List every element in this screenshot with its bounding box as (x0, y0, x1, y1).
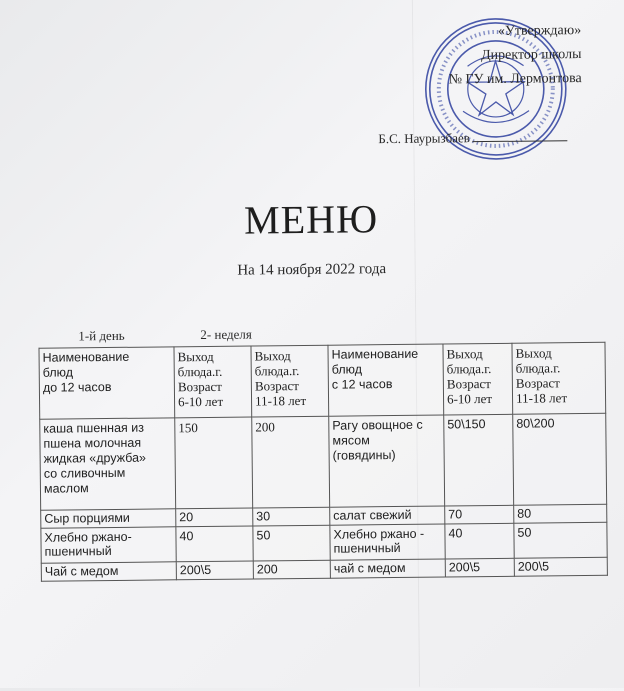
table-cell: Чай с медом (41, 562, 176, 581)
table-cell: 80 (514, 504, 607, 523)
table-cell: 20 (176, 508, 253, 527)
table-cell: 200 (252, 416, 330, 508)
table-cell: 70 (445, 505, 514, 524)
table-cell: каша пшенная из пшена молочная жидкая «дружба» со сливочным маслом (40, 418, 176, 510)
signatory-name: Б.С. Наурызбаев (378, 130, 470, 147)
approval-position: Директор школы (480, 47, 582, 64)
table-cell: 200 (253, 560, 330, 579)
table-header-row (39, 342, 606, 419)
approval-heading: «Утверждаю» (497, 23, 582, 39)
table-cell: 50 (514, 522, 607, 558)
menu-table (38, 342, 607, 582)
table-cell: Рагу овощное с мясом (говядины) (329, 415, 445, 507)
table-cell: 150 (175, 417, 253, 509)
signature-line (378, 129, 567, 147)
header-cell: Выход блюда.г. Возраст 11-18 лет (251, 345, 329, 417)
table-cell: 200\5 (176, 561, 253, 580)
header-cell: Выход блюда.г. Возраст 6-10 лет (443, 343, 513, 415)
day-label: 1-й день (78, 327, 125, 344)
table-cell: 40 (176, 526, 253, 562)
table-cell: 80\200 (513, 413, 607, 505)
menu-date: На 14 ноября 2022 года (237, 261, 387, 279)
table-row (41, 522, 607, 563)
table-cell: чай с медом (330, 559, 445, 578)
table-cell: Сыр порциями (41, 509, 176, 528)
table-cell: 50 (253, 525, 330, 561)
week-label: 2- неделя (200, 326, 252, 343)
signature-rule (472, 140, 567, 142)
header-cell: Выход блюда.г. Возраст 11-18 лет (512, 342, 606, 414)
table-row (40, 413, 607, 510)
table-cell: Хлебно ржано - пшеничный (330, 524, 445, 560)
table-cell: 50\150 (444, 414, 514, 506)
table-cell: 30 (253, 507, 330, 526)
approval-block (448, 19, 582, 92)
table-cell: салат свежий (330, 506, 445, 525)
table-cell: 200\5 (445, 558, 514, 577)
header-cell: Выход блюда.г. Возраст 6-10 лет (174, 346, 252, 418)
approval-school: № ГУ им. Лермонтова (448, 71, 582, 88)
table-cell: 40 (445, 523, 514, 559)
table-cell: 200\5 (514, 557, 607, 576)
header-cell: Наименование блюд до 12 часов (39, 347, 175, 419)
page-title: МЕНЮ (243, 196, 379, 243)
table-cell: Хлебно ржано- пшеничный (41, 527, 176, 563)
header-cell: Наименование блюд с 12 часов (328, 344, 444, 416)
